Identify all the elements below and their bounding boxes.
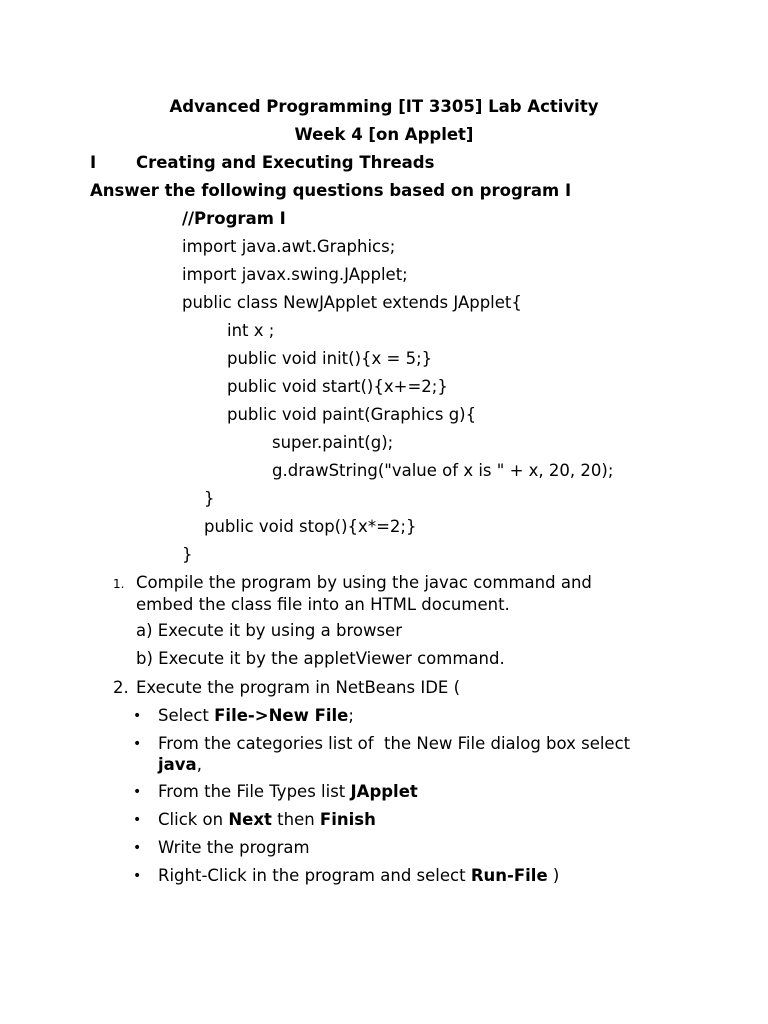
code-line: int x ;: [227, 321, 275, 340]
bullet-item: From the categories list of the New File dialog box select: [158, 734, 631, 753]
doc-title: Advanced Programming [IT 3305] Lab Activity: [169, 97, 599, 116]
bullet-item: Click on Next then Finish: [158, 810, 376, 829]
bullet-icon: •: [133, 736, 142, 752]
question-1-text: embed the class file into an HTML document.: [136, 595, 510, 614]
bullet-icon: •: [133, 708, 142, 724]
doc-subtitle: Week 4 [on Applet]: [294, 125, 474, 144]
code-line: public void stop(){x*=2;}: [204, 517, 417, 536]
code-line: }: [182, 545, 193, 564]
bullet-icon: •: [133, 840, 142, 856]
code-line: public class NewJApplet extends JApplet{: [182, 293, 522, 312]
code-line: }: [204, 489, 215, 508]
question-2-text: Execute the program in NetBeans IDE (: [136, 678, 461, 697]
section-number: I: [90, 153, 97, 172]
section-title: Creating and Executing Threads: [136, 153, 435, 172]
question-2-number: 2.: [113, 678, 129, 697]
question-1-number: 1.: [113, 577, 125, 591]
bullet-icon: •: [133, 784, 142, 800]
code-line: import javax.swing.JApplet;: [182, 265, 408, 284]
code-line: public void paint(Graphics g){: [227, 405, 477, 424]
bullet-icon: •: [133, 868, 142, 884]
bullet-icon: •: [133, 812, 142, 828]
code-line: import java.awt.Graphics;: [182, 237, 396, 256]
code-comment: //Program I: [182, 209, 286, 228]
instruction-text: Answer the following questions based on program I: [90, 181, 572, 200]
code-line: public void init(){x = 5;}: [227, 349, 433, 368]
bullet-item: Write the program: [158, 838, 310, 857]
code-line: g.drawString("value of x is " + x, 20, 20);: [272, 461, 614, 480]
code-line: public void start(){x+=2;}: [227, 377, 448, 396]
bullet-item: From the File Types list JApplet: [158, 782, 418, 801]
question-1-text: Compile the program by using the javac command and: [136, 573, 592, 592]
code-line: super.paint(g);: [272, 433, 394, 452]
question-1b: b) Execute it by the appletViewer command.: [136, 649, 505, 668]
bullet-item: Right-Click in the program and select Run-File ): [158, 866, 560, 885]
question-1a: a) Execute it by using a browser: [136, 621, 402, 640]
bullet-item: Select File->New File;: [158, 706, 354, 725]
bullet-item-continuation: java,: [158, 755, 202, 774]
